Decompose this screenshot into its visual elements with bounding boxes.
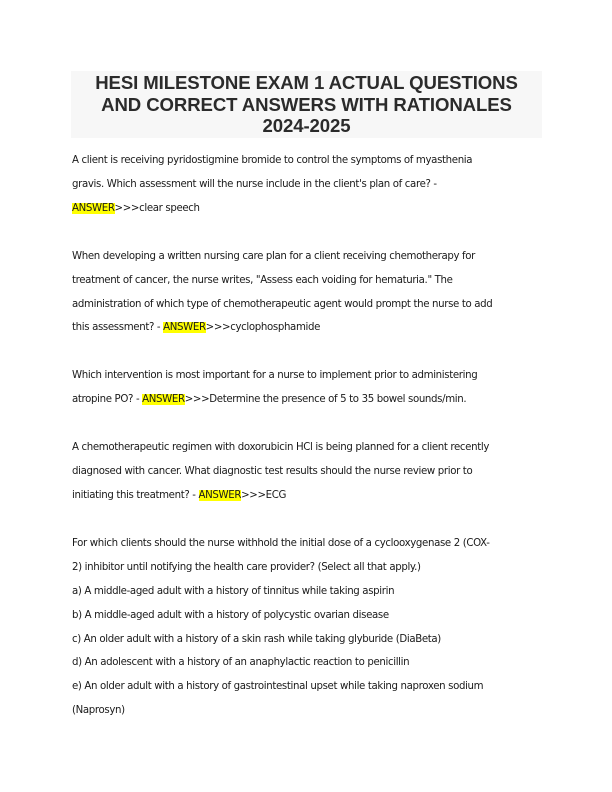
question-text-line: When developing a written nursing care plan for a client receiving chemotherapy for [72, 250, 476, 262]
answer-label: ANSWER [72, 202, 115, 214]
option-d: d) An adolescent with a history of an anaphylactic reaction to penicillin [72, 657, 410, 669]
question-text-line: Which intervention is most important for a nurse to implement prior to administering [72, 370, 478, 382]
question-1 [72, 149, 547, 221]
question-text-tail: atropine PO? - [72, 394, 143, 406]
question-text-line: gravis. Which assessment will the nurse include in the client's plan of care? - [72, 178, 437, 190]
question-text-line: 2) inhibitor until notifying the health care provider? (Select all that apply.) [72, 561, 421, 573]
title-line: HESI MILESTONE EXAM 1 ACTUAL QUESTIONS [95, 72, 518, 93]
question-4 [72, 436, 547, 508]
option-b: b) A middle-aged adult with a history of polycystic ovarian disease [72, 609, 389, 621]
question-text-line: administration of which type of chemotherapeutic agent would prompt the nurse to add [72, 298, 493, 310]
answer-label: ANSWER [163, 322, 206, 334]
answer-text: >>>ECG [241, 489, 287, 501]
question-text-tail: initiating this treatment? - [72, 489, 199, 501]
question-5 [72, 532, 547, 723]
document-body [72, 149, 547, 747]
question-2 [72, 245, 547, 341]
answer-label: ANSWER [142, 394, 185, 406]
answer-text: >>>Determine the presence of 5 to 35 bowel sounds/min. [184, 394, 467, 406]
option-c: c) An older adult with a history of a skin rash while taking glyburide (DiaBeta) [72, 633, 441, 645]
question-3 [72, 364, 547, 412]
option-e-continued: (Naprosyn) [72, 705, 125, 717]
title-line: 2024-2025 [262, 115, 351, 136]
answer-text: >>>cyclophosphamide [205, 322, 321, 334]
answer-label: ANSWER [198, 489, 242, 501]
question-text-line: A chemotherapeutic regimen with doxorubicin HCl is being planned for a client recently [72, 442, 489, 454]
option-a: a) A middle-aged adult with a history of tinnitus while taking aspirin [72, 585, 395, 597]
question-text-line: treatment of cancer, the nurse writes, "Assess each voiding for hematuria." The [72, 274, 453, 286]
document-title [71, 71, 542, 138]
question-text-line: For which clients should the nurse withhold the initial dose of a cyclooxygenase 2 (COX- [72, 537, 490, 549]
question-text-line: diagnosed with cancer. What diagnostic test results should the nurse review prior to [72, 466, 473, 478]
title-line: AND CORRECT ANSWERS WITH RATIONALES [101, 93, 512, 115]
question-text-line: A client is receiving pyridostigmine bromide to control the symptoms of myasthenia [72, 155, 473, 166]
answer-line [72, 316, 547, 340]
answer-line [72, 197, 547, 221]
question-text-tail: this assessment? - [72, 322, 164, 334]
answer-text: >>>clear speech [114, 202, 200, 214]
answer-line [72, 388, 547, 412]
answer-line [72, 484, 547, 508]
option-e: e) An older adult with a history of gastrointestinal upset while taking naproxen sodium [72, 681, 484, 693]
